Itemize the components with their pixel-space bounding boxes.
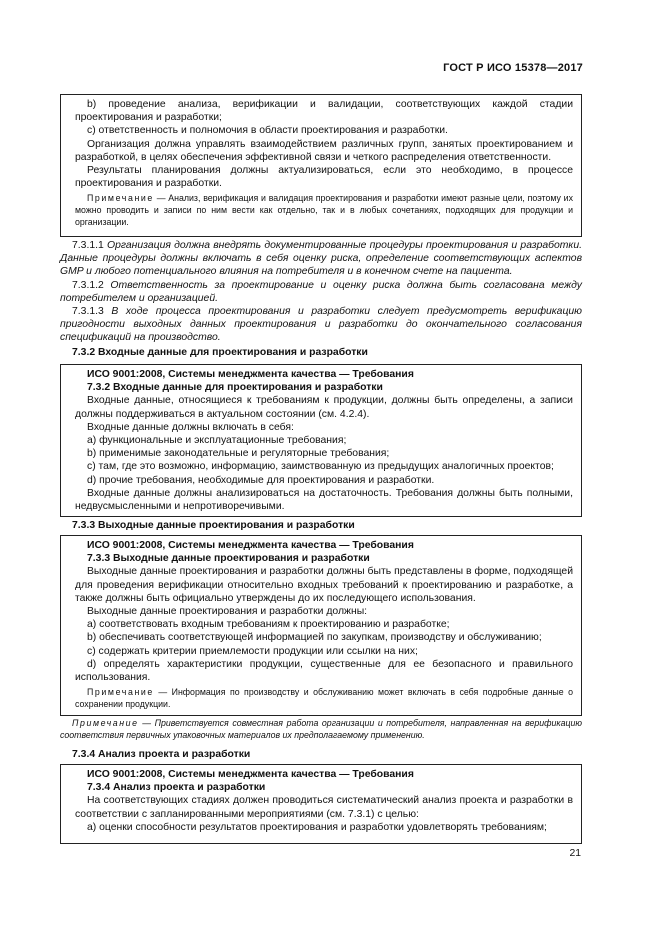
- note: [60, 718, 582, 741]
- italic-note: [60, 718, 582, 741]
- paragraph: На соответствующих стадиях должен проводиться систематический анализ проекта и разработки в соответствии с запланированными мероприятиями (см. 7.3.1) с целью:: [75, 795, 573, 820]
- paragraph: Выходные данные проектирования и разработки должны быть представлены в форме, подходящей для проведения верификации относительно входных требований к проектированию и разработке, а также должны быть официально утверждены до их последующего использования.: [75, 566, 573, 604]
- list-item: a) оценки способности результатов проектирования и разработки удовлетворять требованиям;: [87, 821, 547, 833]
- list-item: c) содержать критерии приемлемости продукции или ссылки на них;: [87, 645, 418, 657]
- clause-7-3-1-supplements: [60, 239, 582, 345]
- box-title: 7.3.2 Входные данные для проектирования и разработки: [87, 382, 383, 394]
- list-item: a) функциональные и эксплуатационные требования;: [87, 435, 347, 447]
- section-heading: [60, 748, 582, 761]
- list-item: a) соответствовать входным требованиям к проектированию и разработке;: [87, 619, 450, 631]
- clause-text: Ответственность за проектирование и оценку риска должна быть согласована между потребителем и организацией.: [60, 279, 583, 304]
- paragraph: [60, 305, 582, 345]
- clause-number: 7.3.1.2: [72, 279, 111, 291]
- quoted-requirements-box: [60, 364, 582, 517]
- note-text: — Приветствуется совместная работа организации и потребителя, направленная на верификацию соответствия первичных упаковочных материалов их предполагаемому применению.: [60, 718, 582, 740]
- paragraph: Организация должна управлять взаимодействием различных групп, занятых проектированием и разработкой, в целях обеспечения эффективной связи и четкого распределения ответственности.: [75, 138, 573, 163]
- clause-number: 7.3.1.1: [72, 240, 108, 251]
- paragraph: Входные данные, относящиеся к требованиям к продукции, должны быть определены, а записи должны поддерживаться в актуальном состоянии (см. 4.2.4).: [75, 395, 573, 420]
- list-item: c) ответственность и полномочия в области проектирования и разработки.: [87, 125, 448, 137]
- quoted-requirements-box: [60, 764, 582, 844]
- list-item: b) проведение анализа, верификации и валидации, соответствующих каждой стадии проектирования и разработки;: [75, 99, 573, 124]
- paragraph: Входные данные должны анализироваться на достаточность. Требования должны быть полными, недвусмысленными и непротиворечивыми.: [75, 487, 573, 513]
- heading-7-3-3: 7.3.3 Выходные данные проектирования и разработки: [72, 520, 355, 531]
- list-item: b) применимые законодательные и регуляторные требования;: [87, 448, 390, 460]
- list-item: c) там, где это возможно, информацию, заимствованную из предыдущих аналогичных проектов;: [87, 461, 554, 473]
- paragraph: Выходные данные проектирования и разработки должны:: [87, 606, 368, 618]
- paragraph: Входные данные должны включать в себя:: [87, 421, 294, 433]
- note-label: Примечание: [87, 687, 154, 698]
- standard-reference: ИСО 9001:2008, Системы менеджмента качества — Требования: [87, 369, 414, 380]
- box-title: 7.3.3 Выходные данные проектирования и разработки: [87, 553, 370, 565]
- note-text: — Информация по производству и обслуживанию может включать в себя подробные данные о сохранении продукции.: [75, 687, 573, 709]
- note-label: Примечание: [72, 718, 139, 728]
- clause-number: 7.3.1.3: [72, 306, 112, 318]
- quoted-requirements-box: [60, 94, 582, 237]
- standard-reference: ИСО 9001:2008, Системы менеджмента качества — Требования: [87, 769, 414, 780]
- heading-7-3-4: 7.3.4 Анализ проекта и разработки: [72, 749, 251, 760]
- standard-reference: ИСО 9001:2008, Системы менеджмента качества — Требования: [87, 540, 414, 551]
- section-heading: [60, 519, 582, 532]
- list-item: d) прочие требования, необходимые для проектирования и разработки.: [87, 474, 435, 486]
- page-number: 21: [569, 848, 581, 859]
- note-text: — Анализ, верификация и валидация проектирования и разработки имеют разные цели, поэтому их можно проводить и записи по ним вести как отдельно, так и в любых сочетаниях, подходящих для продукции и организации.: [75, 193, 573, 227]
- quoted-requirements-box: [60, 535, 582, 716]
- clause-text: Организация должна внедрять документированные процедуры проектирования и разработки. Данные процедуры должны включать в себя оценку риска, определение соответствующих аспектов GMP и любого потенциального влияния на потребителя и в конечном счете на пациента.: [60, 240, 582, 278]
- standard-header: ГОСТ Р ИСО 15378—2017: [443, 62, 583, 74]
- clause-text: В ходе процесса проектирования и разработки следует предусмотреть верификацию пригодности выходных данных проектирования и разработки до окончательного согласования спецификаций на производство.: [60, 306, 582, 344]
- note: [75, 193, 573, 228]
- section-heading: [60, 346, 582, 359]
- heading-7-3-2: 7.3.2 Входные данные для проектирования и разработки: [72, 347, 368, 358]
- note-label: Примечание: [87, 193, 154, 204]
- paragraph: Результаты планирования должны актуализироваться, если это необходимо, в процессе проектирования и разработки.: [75, 165, 573, 190]
- paragraph: [60, 239, 582, 279]
- list-item: d) определять характеристики продукции, существенные для ее безопасного и правильного использования.: [75, 658, 573, 684]
- note: [75, 687, 573, 710]
- box-title: 7.3.4 Анализ проекта и разработки: [87, 782, 266, 794]
- paragraph: [60, 279, 582, 305]
- list-item: b) обеспечивать соответствующей информацией по закупкам, производству и обслуживанию;: [87, 632, 542, 644]
